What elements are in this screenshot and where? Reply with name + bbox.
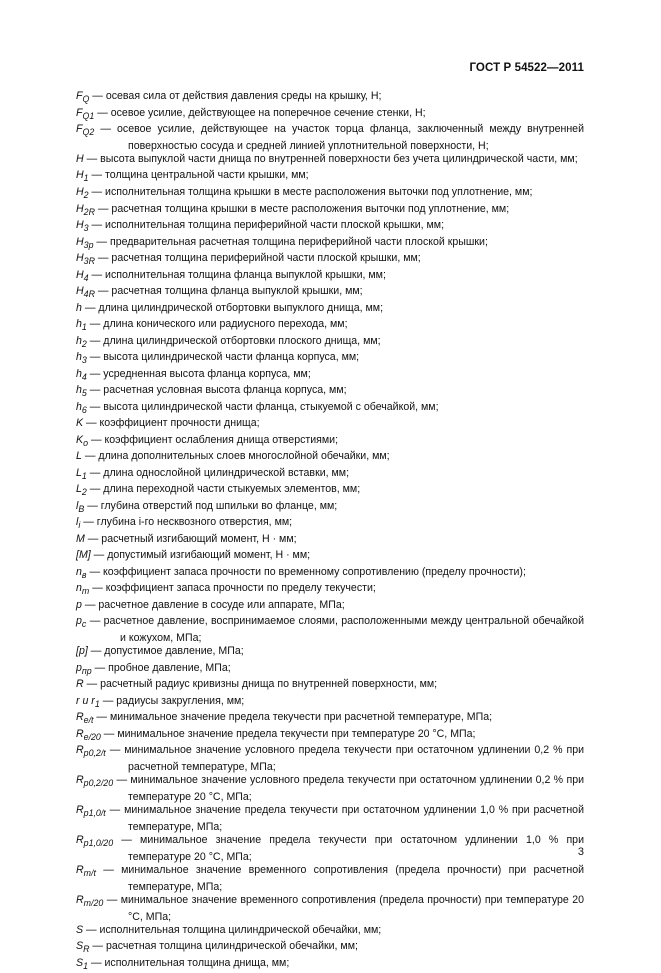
symbol: R	[76, 864, 84, 877]
symbol-subscript: 1	[94, 698, 100, 709]
symbol: R	[76, 834, 84, 847]
symbol: R	[76, 678, 84, 691]
symbol-description: — расчетная толщина фланца выпуклой крышки, мм;	[94, 285, 363, 298]
symbol-subscript: 4R	[83, 289, 95, 300]
symbol: H	[76, 285, 84, 298]
symbol-definition	[76, 401, 584, 418]
symbol-description: — минимальное значение условного предела текучести при остаточном удлинении 0,2 % при температуре 20 °С, МПа;	[113, 774, 584, 803]
symbol-definition	[76, 924, 584, 941]
symbol-description: — расчетное давление в сосуде или аппарате, МПа;	[81, 598, 345, 611]
symbol: h	[76, 334, 82, 347]
symbol-subscript: 2	[83, 190, 89, 201]
symbol-definition	[76, 269, 584, 286]
symbol: R	[76, 744, 84, 757]
symbol-subscript: 1	[81, 470, 87, 481]
page-number: 3	[577, 846, 584, 858]
symbol: K	[76, 433, 84, 446]
symbol: H	[76, 202, 84, 215]
symbol-definition	[76, 450, 584, 467]
symbol-subscript: i	[78, 520, 81, 531]
symbol-description: — исполнительная толщина цилиндрической обечайки, мм;	[83, 923, 382, 936]
symbol-subscript: 1	[83, 173, 89, 184]
symbol-description: — длина переходной части стыкуемых элементов, мм;	[86, 483, 361, 496]
symbol-description: — расчетный изгибающий момент, Н · мм;	[84, 532, 297, 545]
symbol-description: — длина цилиндрической отбортовки плоского днища, мм;	[86, 334, 381, 347]
symbol-description: — длина цилиндрической отбортовки выпуклого днища, мм;	[81, 301, 384, 314]
symbol: H	[76, 252, 84, 265]
symbol-description: — высота цилиндрической части фланца корпуса, мм;	[86, 351, 360, 364]
symbol-subscript: p0,2/20	[83, 778, 114, 789]
symbol-description: — коэффициент запаса прочности по временному сопротивлению (пределу прочности);	[86, 565, 526, 578]
symbol-description: — исполнительная толщина фланца выпуклой крышки, мм;	[88, 268, 386, 281]
symbol-subscript: 3	[83, 223, 89, 234]
symbol-description: — пробное давление, МПа;	[91, 661, 231, 674]
symbol-definition	[76, 894, 584, 924]
symbol-definition	[76, 615, 584, 645]
symbol-definition	[76, 219, 584, 236]
symbol-definition	[76, 483, 584, 500]
symbol: p	[76, 661, 82, 674]
symbol: R	[76, 711, 84, 724]
symbol-subscript: с	[81, 619, 87, 630]
symbol-definition	[76, 695, 584, 712]
symbol-subscript: p1,0/20	[83, 838, 114, 849]
symbol-subscript: т	[81, 586, 90, 597]
symbol-subscript: 2R	[83, 206, 95, 217]
symbol-subscript: 3R	[83, 256, 95, 267]
symbol-definition	[76, 645, 584, 662]
symbol-definition	[76, 566, 584, 583]
symbol: H	[76, 219, 84, 232]
symbol-subscript: p0,2/t	[83, 748, 106, 759]
symbol-subscript: 1	[83, 961, 88, 972]
symbol-subscript: 4	[83, 272, 89, 283]
symbol: S	[76, 940, 84, 953]
symbol-definition	[76, 662, 584, 679]
symbol: L	[76, 450, 82, 463]
symbol: H	[76, 169, 84, 182]
symbol-subscript: e/20	[83, 732, 101, 742]
symbol-description: — усредненная высота фланца корпуса, мм;	[86, 367, 311, 380]
symbol: h	[76, 367, 82, 380]
symbol-description: — длина конического или радиусного перехода, мм;	[86, 318, 348, 331]
symbol-description: — минимальное значение условного предела текучести при остаточном удлинении 0,2 % при расчетной температуре, МПа;	[105, 744, 584, 773]
symbol-definition	[76, 417, 584, 434]
symbol-description: — осевое усилие, действующее на участок торца фланца, заключенный между внутренней поверхностью сосуда и средней линией уплотнительной поверхности, Н;	[94, 123, 584, 152]
symbol-subscript: 1	[81, 322, 87, 333]
symbol: R	[76, 774, 84, 787]
symbol-description: — исполнительная толщина крышки в месте расположения выточки под уплотнение, мм;	[88, 185, 533, 198]
symbol: L	[76, 466, 82, 479]
symbol-definition	[76, 236, 584, 253]
symbol-subscript: Q	[82, 94, 90, 105]
symbol-description: — осевое усилие, действующее на поперечное сечение стенки, Н;	[94, 106, 426, 119]
symbol-description: — осевая сила от действия давления среды на крышку, Н;	[89, 90, 382, 102]
symbol-description: — длина однослойной цилиндрической вставки, мм;	[86, 466, 350, 479]
symbol-description: — коэффициент запаса прочности по пределу текучести;	[89, 582, 376, 595]
symbol: H	[76, 185, 84, 198]
symbol-subscript: 3	[81, 355, 87, 366]
symbol: h	[76, 318, 82, 331]
symbol-definition	[76, 940, 584, 957]
symbol-definition	[76, 335, 584, 352]
symbol-definition	[76, 153, 584, 170]
symbol-subscript: 5	[81, 388, 87, 399]
symbol-definition	[76, 774, 584, 804]
symbol-definition	[76, 804, 584, 834]
symbol: h	[76, 400, 82, 413]
symbol: h	[76, 384, 82, 397]
symbol: [M]	[76, 549, 91, 562]
symbol: H	[76, 235, 84, 248]
symbol: H	[76, 268, 84, 281]
symbol-description: — минимальное значение временного сопротивления (предела прочности) при расчетной температуре, МПа;	[95, 864, 584, 893]
symbol-description: — предварительная расчетная толщина периферийной части плоской крышки;	[93, 235, 488, 248]
symbol-subscript: о	[83, 437, 88, 448]
symbol-definition	[76, 728, 584, 745]
symbol-definition	[76, 744, 584, 774]
symbol-subscript: 4	[81, 371, 87, 382]
symbol-definition	[76, 516, 584, 533]
symbol-definition	[76, 90, 584, 107]
symbol-definition	[76, 434, 584, 451]
symbol: H	[76, 152, 84, 165]
symbol: M	[76, 532, 85, 545]
symbol: h	[76, 301, 82, 314]
symbol-subscript: p1,0/t	[83, 808, 106, 819]
symbol-definition	[76, 467, 584, 484]
symbol: K	[76, 417, 84, 430]
symbol-description: — расчетная условная высота фланца корпуса, мм;	[86, 384, 347, 397]
symbol: R	[76, 894, 84, 907]
symbol-description: — расчетная толщина крышки в месте расположения выточки под уплотнение, мм;	[94, 202, 510, 215]
symbol-definition	[76, 711, 584, 728]
symbol: F	[76, 123, 83, 136]
symbol-definition	[76, 533, 584, 550]
symbol-description: — коэффициент прочности днища;	[83, 417, 260, 430]
symbol-subscript: B	[78, 503, 85, 514]
symbol-definition	[76, 549, 584, 566]
symbol-description: — глубина отверстий под шпильки во фланце, мм;	[84, 499, 338, 512]
symbol-definition	[76, 107, 584, 124]
symbol-definition	[76, 500, 584, 517]
symbol-description: — расчетный радиус кривизны днища по внутренней поверхности, мм;	[83, 678, 438, 691]
symbol-description: — минимальное значение предела текучести при температуре 20 °С, МПа;	[100, 727, 476, 740]
symbol-definition	[76, 123, 584, 153]
symbol-definition	[76, 368, 584, 385]
symbol: n	[76, 565, 82, 578]
symbol-subscript: 2	[81, 338, 87, 349]
symbol-description: — минимальное значение предела текучести при остаточном удлинении 1,0 % при температуре 20 °С, МПа;	[113, 834, 584, 863]
symbol-description: — радиусы закругления, мм;	[99, 694, 245, 707]
symbol-definition	[76, 864, 584, 894]
symbol: F	[76, 90, 83, 102]
symbol-description: — глубина i-го несквозного отверстия, мм;	[80, 516, 293, 529]
symbol-definition	[76, 384, 584, 401]
symbol: R	[76, 727, 84, 740]
symbol-definition	[76, 582, 584, 599]
symbol-subscript: m/20	[83, 898, 104, 909]
symbol-description: — длина дополнительных слоев многослойной обечайки, мм;	[81, 450, 390, 463]
symbol-subscript: 3р	[83, 239, 94, 250]
symbol-description: — допустимый изгибающий момент, Н · мм;	[90, 549, 311, 562]
standard-designation: ГОСТ Р 54522—2011	[469, 62, 584, 74]
symbol-description: — толщина центральной части крышки, мм;	[88, 169, 309, 182]
symbol: h	[76, 351, 82, 364]
symbol: [p]	[76, 645, 88, 658]
symbol-description: — расчетное давление, воспринимаемое слоями, расположенными между центральной обечайкой и кожухом, МПа;	[86, 615, 584, 644]
symbol-definition	[76, 302, 584, 319]
symbol: F	[76, 106, 83, 119]
symbol-definition	[76, 186, 584, 203]
symbol-subscript: R	[83, 944, 90, 955]
symbol-description: — коэффициент ослабления днища отверстиями;	[88, 433, 339, 446]
symbol-description: — минимальное значение предела текучести при остаточном удлинении 1,0 % при расчетной температуре, МПа;	[105, 804, 584, 833]
symbol: p	[76, 598, 82, 611]
symbol-description: — допустимое давление, МПа;	[87, 645, 244, 658]
symbol-description: — расчетная толщина периферийной части плоской крышки, мм;	[94, 252, 421, 265]
symbol-subscript: Q2	[82, 127, 95, 138]
symbol-definition	[76, 957, 584, 973]
symbol-definition	[76, 285, 584, 302]
symbol-definition	[76, 599, 584, 616]
symbol-description: — расчетная толщина цилиндрической обечайки, мм;	[89, 940, 358, 953]
symbol: l	[76, 499, 79, 512]
symbol-definition	[76, 834, 584, 864]
symbol-description: — высота выпуклой части днища по внутренней поверхности без учета цилиндрической части, мм;	[83, 152, 578, 165]
symbols-list	[76, 90, 584, 973]
symbol-definition	[76, 318, 584, 335]
symbol-description: — минимальное значение предела текучести при расчетной температуре, МПа;	[93, 711, 493, 724]
symbol: L	[76, 483, 82, 496]
symbol-subscript: e/t	[83, 715, 94, 726]
symbol-subscript: Q1	[82, 110, 95, 121]
symbol-description: — высота цилиндрической части фланца, стыкуемой с обечайкой, мм;	[86, 400, 439, 413]
symbol: n	[76, 582, 82, 595]
symbol-definition	[76, 203, 584, 220]
symbol-definition	[76, 678, 584, 695]
symbol: l	[76, 516, 79, 529]
symbol-subscript: в	[81, 569, 87, 580]
symbol-definition	[76, 169, 584, 186]
symbol: S	[76, 923, 84, 936]
symbol: R	[76, 804, 84, 817]
symbol-subscript: 2	[81, 487, 87, 498]
symbol: p	[76, 615, 82, 628]
symbol-subscript: пр	[81, 665, 92, 676]
symbol-definition	[76, 351, 584, 368]
symbol: S	[76, 956, 84, 969]
symbol-subscript: m/t	[83, 868, 96, 879]
symbol-description: — исполнительная толщина днища, мм;	[88, 956, 290, 969]
symbol-description: — исполнительная толщина периферийной части плоской крышки, мм;	[88, 219, 445, 232]
symbol: r и r	[76, 694, 95, 707]
symbol-description: — минимальное значение временного сопротивления (предела прочности) при температуре 20 °С, МПа;	[103, 894, 584, 923]
symbol-subscript: 6	[81, 404, 87, 415]
symbol-definition	[76, 252, 584, 269]
